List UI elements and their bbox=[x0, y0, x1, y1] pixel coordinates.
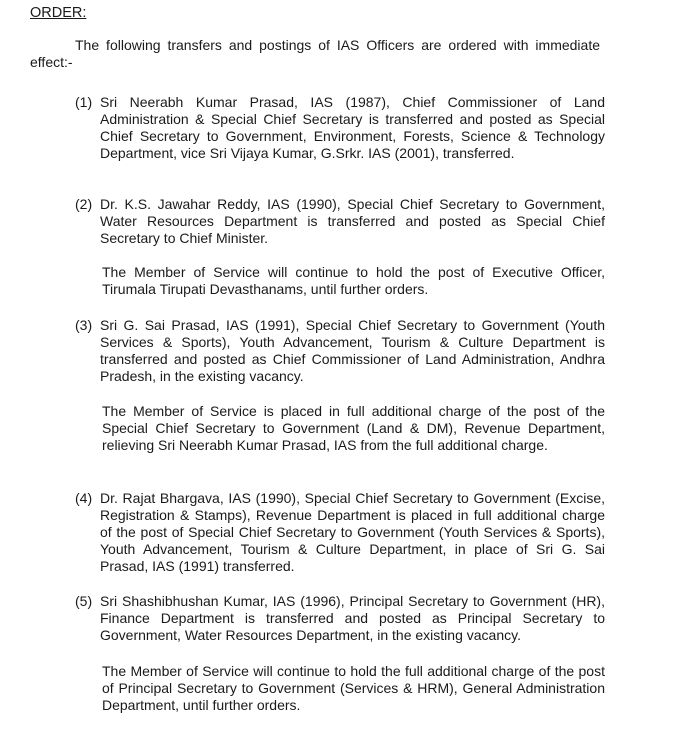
intro-paragraph: The following transfers and postings of IAS Officers are ordered with immediate effect:- bbox=[30, 37, 600, 70]
item-number: (3) bbox=[75, 317, 93, 333]
item-number: (1) bbox=[75, 94, 93, 110]
item-text: Dr. Rajat Bhargava, IAS (1990), Special Chief Secretary to Government (Excise, Registration & Stamps), Revenue Department is placed in full additional charge of the post of Special Chief Secretary to Government (Youth Services & Sports), Youth Advancement, Tourism & Culture Department, in place of Sri G. Sai Prasad, IAS (1991) transferred. bbox=[100, 490, 605, 574]
item-text: Sri Neerabh Kumar Prasad, IAS (1987), Chief Commissioner of Land Administration & Special Chief Secretary is transferred and posted as Special Chief Secretary to Government, Environment, Forests, Science & Technology Department, vice Sri Vijaya Kumar, G.Srkr. IAS (2001), transferred. bbox=[100, 94, 605, 161]
item-2-note: The Member of Service will continue to hold the post of Executive Officer, Tirumala Tirupati Devasthanams, until further orders. bbox=[102, 264, 605, 297]
item-3-note: The Member of Service is placed in full additional charge of the post of the Special Chief Secretary to Government (Land & DM), Revenue Department, relieving Sri Neerabh Kumar Prasad, IAS from the full additional charge. bbox=[102, 403, 605, 453]
item-text: Sri Shashibhushan Kumar, IAS (1996), Principal Secretary to Government (HR), Finance Department is transferred and posted as Principal Secretary to Government, Water Resources Department, in the existing vacancy. bbox=[100, 593, 605, 643]
order-item-1 bbox=[75, 94, 605, 162]
order-item-4 bbox=[75, 490, 605, 575]
order-item-5 bbox=[75, 593, 605, 644]
item-number: (4) bbox=[75, 490, 93, 506]
item-number: (5) bbox=[75, 593, 93, 609]
order-heading: ORDER: bbox=[30, 5, 87, 21]
item-number: (2) bbox=[75, 196, 93, 212]
order-item-3 bbox=[75, 317, 605, 385]
item-5-note: The Member of Service will continue to hold the full additional charge of the post of Principal Secretary to Government (Services & HRM), General Administration Department, until further orders. bbox=[102, 663, 605, 713]
order-item-2 bbox=[75, 196, 605, 247]
item-text: Dr. K.S. Jawahar Reddy, IAS (1990), Special Chief Secretary to Government, Water Resources Department is transferred and posted as Special Chief Secretary to Chief Minister. bbox=[100, 196, 605, 246]
item-text: Sri G. Sai Prasad, IAS (1991), Special Chief Secretary to Government (Youth Services & Sports), Youth Advancement, Tourism & Culture Department is transferred and posted as Chief Commissioner of Land Administration, Andhra Pradesh, in the existing vacancy. bbox=[100, 317, 605, 384]
